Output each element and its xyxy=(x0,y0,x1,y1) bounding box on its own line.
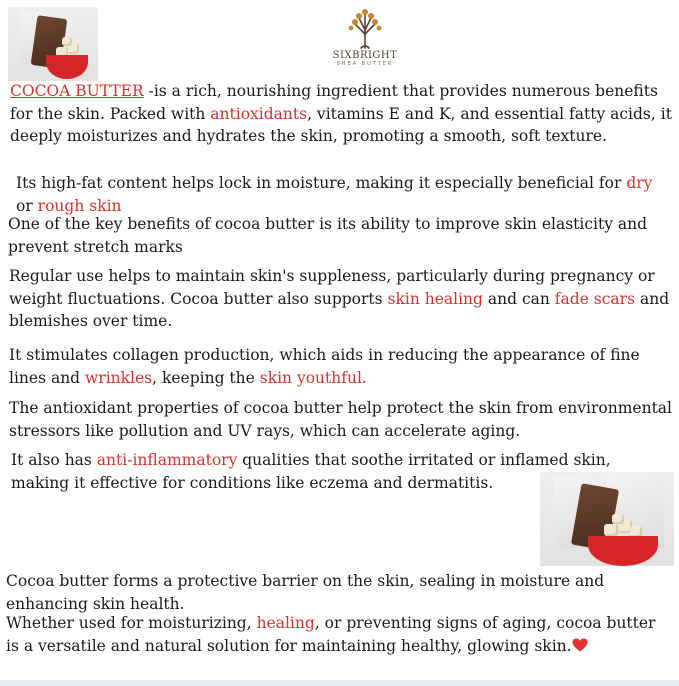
product-image-top xyxy=(8,7,98,81)
brand-tagline: SHEA BUTTER xyxy=(336,61,394,67)
cocoa-butter-heading: COCOA BUTTER xyxy=(10,82,144,100)
highlight-text: skin healing xyxy=(387,289,483,308)
highlight-text: anti-inflammatory xyxy=(96,451,238,469)
highlight-text: skin youthful. xyxy=(259,368,367,387)
highlight-text: dry xyxy=(626,174,653,192)
highlight-text: wrinkles xyxy=(85,368,153,387)
elasticity-paragraph xyxy=(8,213,670,258)
bottom-divider xyxy=(0,680,679,686)
conclusion-paragraph xyxy=(6,612,670,657)
suppleness-paragraph xyxy=(9,265,671,333)
moisture-paragraph xyxy=(16,172,666,217)
highlight-text: antioxidants xyxy=(210,104,308,123)
text-segment: , vitamins E and K, and essential fatty acids, it deeply moisturizes and hydrates the skin, promoting a smooth, soft texture. xyxy=(10,104,672,145)
text-segment: qualities that soothe irritated or inflamed skin, making it effective for conditions like eczema and dermatitis. xyxy=(11,451,611,492)
highlight-text: rough skin xyxy=(37,196,122,215)
barrier-paragraph xyxy=(6,570,670,615)
intro-paragraph xyxy=(10,80,672,148)
text-segment: or xyxy=(16,196,38,215)
product-image-bottom xyxy=(540,472,674,566)
text-segment: It stimulates collagen production, which aids in reducing the appearance of fine lines and xyxy=(9,346,640,387)
brand-logo xyxy=(330,8,400,72)
heart-icon xyxy=(572,638,588,652)
text-segment: Cocoa butter forms a protective barrier on the skin, sealing in moisture and enhancing skin health. xyxy=(6,572,605,613)
text-segment: Whether used for moisturizing, xyxy=(6,614,257,632)
text-segment: One of the key benefits of cocoa butter is its ability to improve skin elasticity and prevent stretch marks xyxy=(8,215,648,256)
antioxidant-paragraph xyxy=(9,397,673,442)
text-segment: -is a rich, nourishing ingredient that provides numerous benefits for the skin. Packed with xyxy=(10,82,658,123)
text-segment: , keeping the xyxy=(152,368,260,387)
text-segment: The antioxidant properties of cocoa butter help protect the skin from environmental stressors like pollution and UV rays, which can accelerate aging. xyxy=(9,399,672,440)
text-segment: and blemishes over time. xyxy=(9,289,670,330)
text-segment: and can xyxy=(482,289,555,308)
text-segment: , or preventing signs of aging, cocoa butter is a versatile and natural solution for maintaining healthy, glowing skin. xyxy=(6,614,656,655)
text-segment: It also has xyxy=(11,451,97,469)
highlight-text: healing xyxy=(256,614,315,632)
brand-name: SIXBRIGHT xyxy=(332,50,398,61)
tree-icon xyxy=(345,8,385,50)
highlight-text: fade scars xyxy=(554,289,636,308)
collagen-paragraph xyxy=(9,344,671,389)
text-segment: Its high-fat content helps lock in moisture, making it especially beneficial for xyxy=(16,174,627,192)
text-segment: Regular use helps to maintain skin's suppleness, particularly during pregnancy or weight fluctuations. Cocoa butter also supports xyxy=(9,267,655,308)
